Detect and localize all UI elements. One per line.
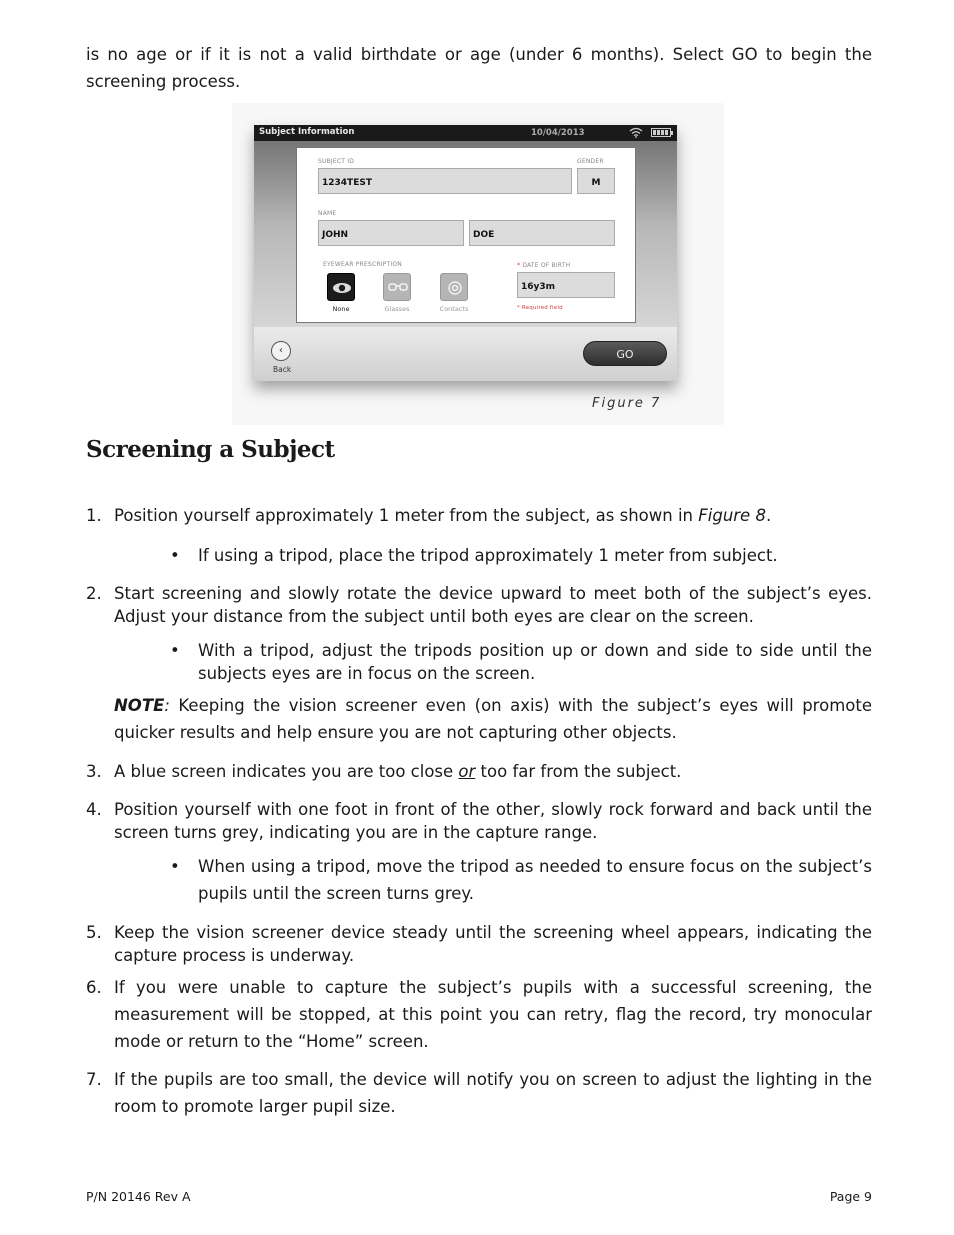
step-2 xyxy=(86,582,872,628)
step-number: 6. xyxy=(86,978,102,997)
subject-id-label: SUBJECT ID xyxy=(318,158,355,165)
step-6 xyxy=(86,974,872,1055)
step-text: Start screening and slowly rotate the device upward to meet both of the subject’s eyes. Adjust your distance from the subject until both eyes are clear on the screen. xyxy=(114,584,872,626)
eyewear-glasses-label: Glasses xyxy=(384,305,410,313)
last-name-field[interactable]: DOE xyxy=(469,220,615,246)
eyewear-contacts-label: Contacts xyxy=(439,305,469,313)
contacts-icon xyxy=(441,274,469,302)
dob-required-marker: * xyxy=(517,262,521,269)
figure-caption: Figure 7 xyxy=(592,396,662,411)
step-1 xyxy=(86,504,872,527)
step-text-end: . xyxy=(765,506,772,525)
dob-field[interactable]: 16y3m xyxy=(517,272,615,298)
step-3 xyxy=(86,760,872,783)
step-number: 4. xyxy=(86,800,102,819)
bullet-3 xyxy=(170,853,872,907)
note-label: NOTE xyxy=(114,696,165,715)
screen-date: 10/04/2013 xyxy=(531,128,585,138)
dob-label xyxy=(517,262,570,269)
bullet-icon: • xyxy=(170,857,180,876)
battery-icon xyxy=(651,128,671,137)
screen-title: Subject Information xyxy=(259,127,355,137)
device-header-bar xyxy=(254,125,677,141)
step-5 xyxy=(86,921,872,967)
eyewear-contacts-button[interactable] xyxy=(440,273,468,301)
figure-8-reference: Figure 8 xyxy=(698,506,766,525)
eyewear-glasses-button[interactable] xyxy=(383,273,411,301)
chevron-left-icon: ‹ xyxy=(279,345,283,356)
go-button[interactable]: GO xyxy=(583,341,667,366)
step-number: 5. xyxy=(86,923,102,942)
note-paragraph xyxy=(114,692,872,746)
bullet-text: If using a tripod, place the tripod approximately 1 meter from subject. xyxy=(198,546,778,565)
step-number: 7. xyxy=(86,1070,102,1089)
name-label: NAME xyxy=(318,210,337,217)
gender-label: GENDER xyxy=(577,158,604,165)
bullet-icon: • xyxy=(170,546,180,565)
step-7 xyxy=(86,1066,872,1120)
step-text-end: too far from the subject. xyxy=(475,762,682,781)
step-text: A blue screen indicates you are too close xyxy=(114,762,459,781)
step-text: Position yourself with one foot in front of the other, slowly rock forward and back until the screen turns grey, indicating you are in the capture range. xyxy=(114,800,872,842)
bullet-text: When using a tripod, move the tripod as needed to ensure focus on the subject’s pupils until the screen turns grey. xyxy=(198,857,872,903)
dob-label-text: DATE OF BIRTH xyxy=(522,262,571,269)
eyewear-none-label: None xyxy=(332,305,350,313)
bullet-icon: • xyxy=(170,641,180,660)
bullet-1 xyxy=(170,544,872,567)
glasses-icon xyxy=(384,274,412,302)
page-number: Page 9 xyxy=(829,1189,872,1204)
or-emphasis: or xyxy=(458,762,476,781)
note-text: Keeping the vision screener even (on axis) with the subject’s eyes will promote quicker results and help ensure you are not capturing other objects. xyxy=(114,696,872,742)
gender-field[interactable]: M xyxy=(577,168,615,194)
step-number: 1. xyxy=(86,506,102,525)
bullet-text: With a tripod, adjust the tripods position up or down and side to side until the subjects eyes are in focus on the screen. xyxy=(198,641,872,683)
step-text: If the pupils are too small, the device will notify you on screen to adjust the lighting in the room to promote larger pupil size. xyxy=(114,1070,872,1116)
device-footer-bar xyxy=(254,327,677,381)
back-button[interactable] xyxy=(271,341,291,361)
step-number: 2. xyxy=(86,584,102,603)
device-screen xyxy=(254,125,677,381)
step-number: 3. xyxy=(86,762,102,781)
eyewear-none-button[interactable] xyxy=(327,273,355,301)
step-text: Position yourself approximately 1 meter from the subject, as shown in xyxy=(114,506,699,525)
back-label: Back xyxy=(273,365,292,374)
wifi-icon xyxy=(629,127,643,138)
step-4 xyxy=(86,798,872,844)
subject-form xyxy=(296,147,636,323)
eyewear-label: EYEWEAR PRESCRIPTION xyxy=(323,261,402,268)
first-name-field[interactable]: JOHN xyxy=(318,220,464,246)
eye-icon xyxy=(328,274,356,302)
subject-id-field[interactable]: 1234TEST xyxy=(318,168,572,194)
section-title: Screening a Subject xyxy=(86,436,335,463)
figure-7 xyxy=(232,103,724,425)
required-field-note: * Required field xyxy=(517,305,563,311)
part-number: P/N 20146 Rev A xyxy=(86,1189,191,1204)
step-text: If you were unable to capture the subject’s pupils with a successful screening, the measurement will be stopped, at this point you can retry, flag the record, try monocular mode or return to the “Home” screen. xyxy=(114,978,872,1051)
step-text: Keep the vision screener device steady until the screening wheel appears, indicating the capture process is underway. xyxy=(114,923,872,965)
bullet-2 xyxy=(170,639,872,685)
intro-paragraph: is no age or if it is not a valid birthdate or age (under 6 months). Select GO to begin the screening process. xyxy=(86,45,872,91)
note-colon: : xyxy=(164,696,170,715)
